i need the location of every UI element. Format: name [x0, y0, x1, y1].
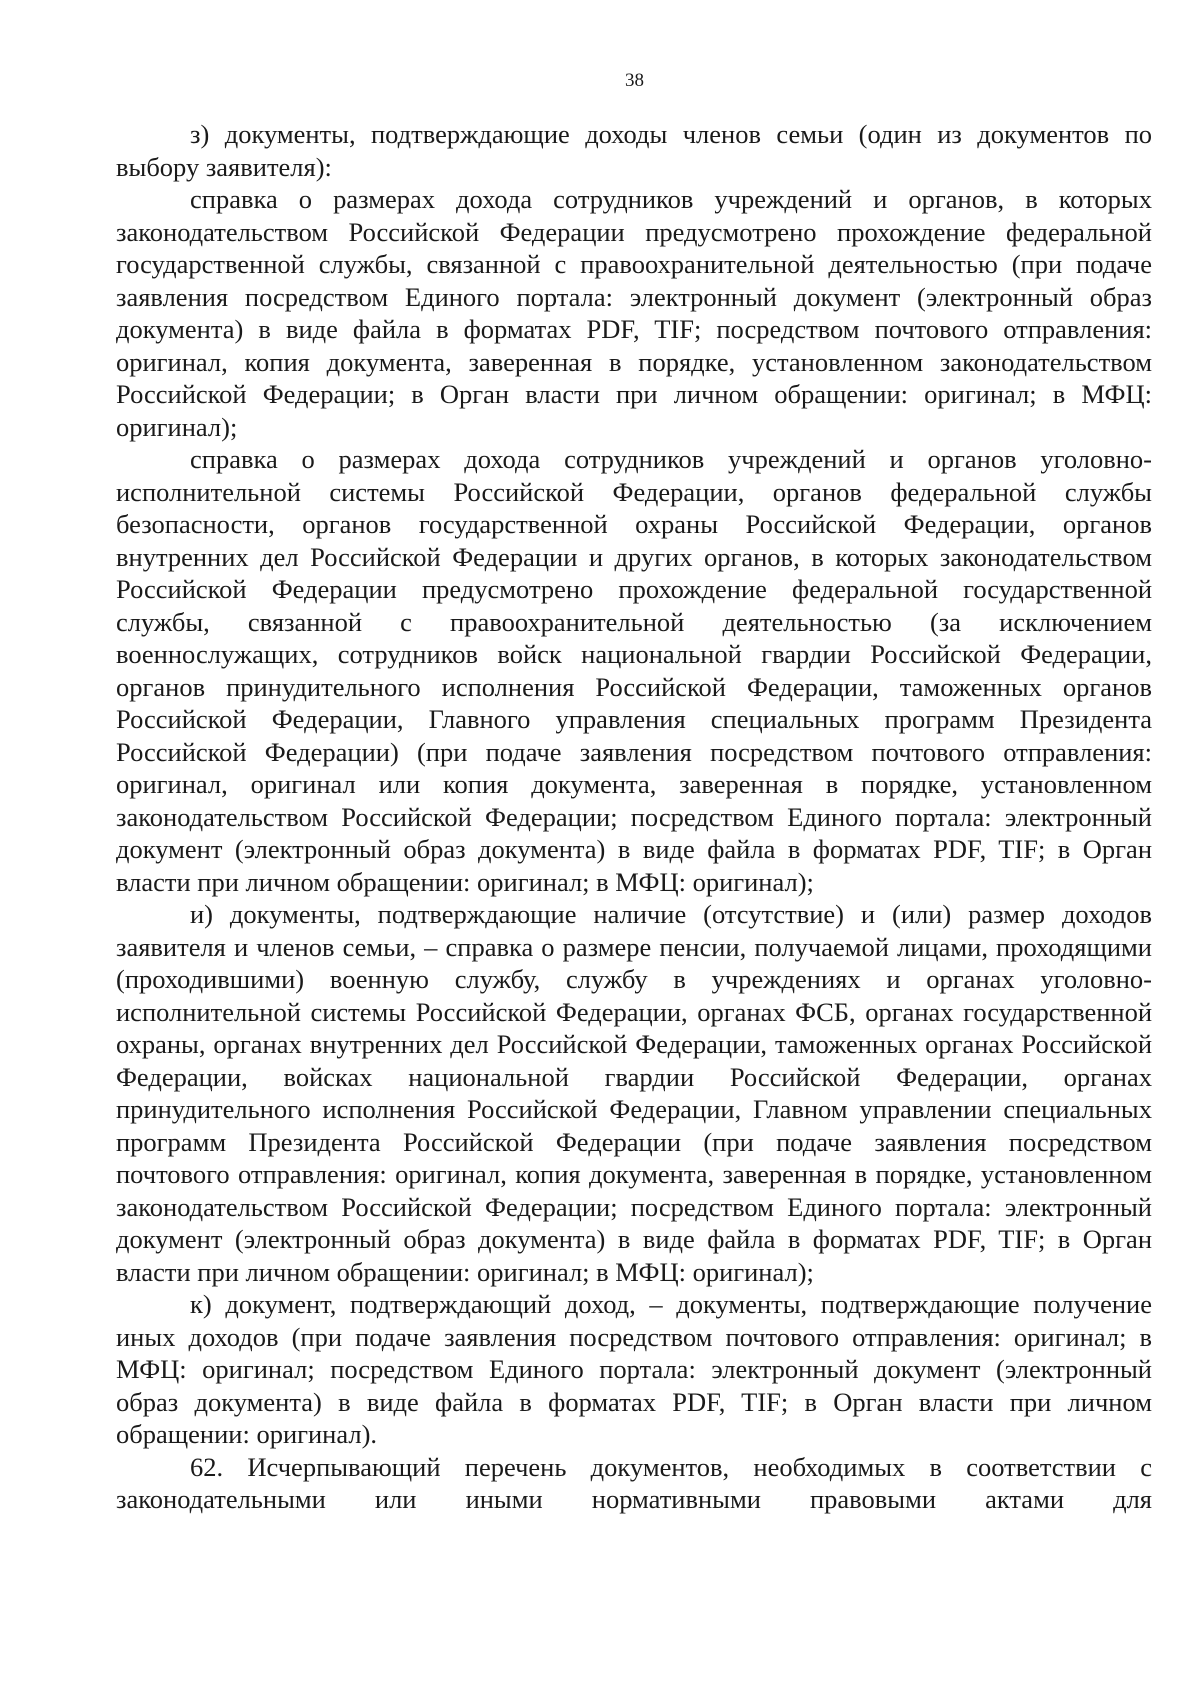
paragraph-penitentiary-income-certificate: справка о размерах дохода сотрудников учреждений и органов уголовно-исполнительной системы Российской Федерации, органов федеральной службы безопасности, органов государственной охраны Российской Федерации, органов внутренних дел Российской Федерации и других органов, в которых законодательством Российской Федерации предусмотрено прохождение федеральной государственной службы, связанной с правоохранительной деятельностью (за исключением военнослужащих, сотрудников войск национальной гвардии Российской Федерации, органов принудительного исполнения Российской Федерации, таможенных органов Российской Федерации, Главного управления специальных программ Президента Российской Федерации) (при подаче заявления посредством почтового отправления: оригинал, оригинал или копия документа, заверенная в порядке, установленном законодательством Российской Федерации; посредством Единого портала: электронный документ (электронный образ документа) в виде файла в форматах PDF, TIF; в Орган власти при личном обращении: оригинал; в МФЦ: оригинал);	[116, 444, 1152, 897]
paragraph-62-document-list: 62. Исчерпывающий перечень документов, необходимых в соответствии с законодательными или иными нормативными правовыми актами для	[116, 1451, 1152, 1514]
paragraph-law-enforcement-income-certificate: справка о размерах дохода сотрудников учреждений и органов, в которых законодательством Российской Федерации предусмотрено прохождение федеральной государственной службы, связанной с правоохранительной деятельностью (при подаче заявления посредством Единого портала: электронный документ (электронный образ документа) в виде файла в форматах PDF, TIF; посредством почтового отправления: оригинал, копия документа, заверенная в порядке, установленном законодательством Российской Федерации; в Орган власти при личном обращении: оригинал; в МФЦ: оригинал);	[116, 184, 1152, 442]
page-number: 38	[625, 70, 644, 91]
paragraph-k-other-income-documents: к) документ, подтверждающий доход, – документы, подтверждающие получение иных доходов (при подаче заявления посредством почтового отправления: оригинал; в МФЦ: оригинал; посредством Единого портала: электронный документ (электронный образ документа) в виде файла в форматах PDF, TIF; в Орган власти при личном обращении: оригинал).	[116, 1289, 1152, 1449]
paragraph-z-family-income-documents: з) документы, подтверждающие доходы членов семьи (один из документов по выбору заявителя):	[116, 119, 1152, 182]
document-body	[116, 118, 1152, 1516]
paragraph-i-pension-certificate: и) документы, подтверждающие наличие (отсутствие) и (или) размер доходов заявителя и членов семьи, – справка о размере пенсии, получаемой лицами, проходящими (проходившими) военную службу, службу в учреждениях и органах уголовно-исполнительной системы Российской Федерации, органах ФСБ, органах государственной охраны, органах внутренних дел Российской Федерации, таможенных органах Российской Федерации, войсках национальной гвардии Российской Федерации, органах принудительного исполнения Российской Федерации, Главном управлении специальных программ Президента Российской Федерации (при подаче заявления посредством почтового отправления: оригинал, копия документа, заверенная в порядке, установленном законодательством Российской Федерации; посредством Единого портала: электронный документ (электронный образ документа) в виде файла в форматах PDF, TIF; в Орган власти при личном обращении: оригинал; в МФЦ: оригинал);	[116, 899, 1152, 1287]
